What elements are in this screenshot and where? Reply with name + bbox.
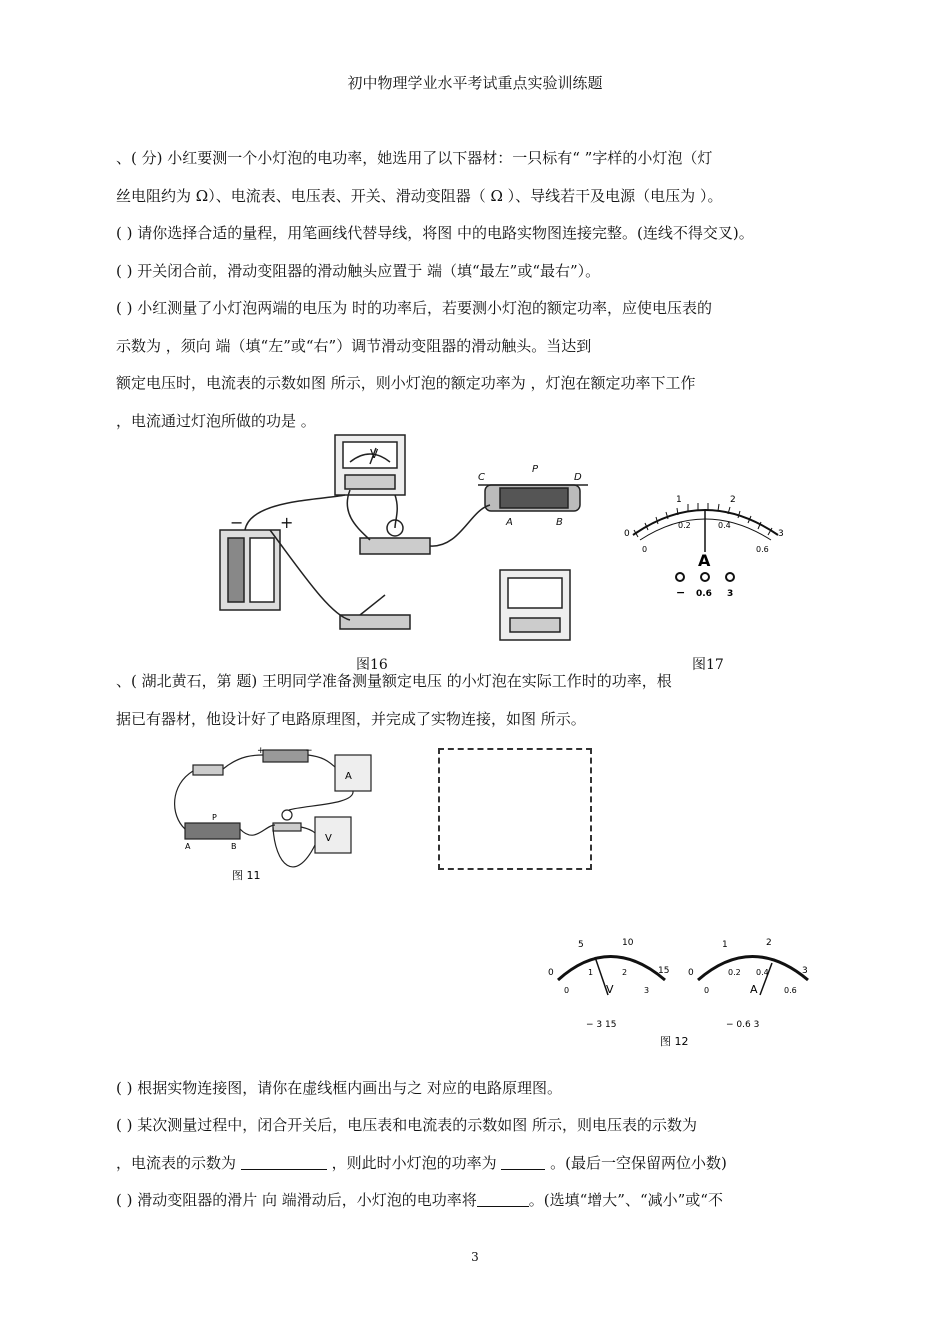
q2-part-2: ( ) 某次测量过程中，闭合开关后，电压表和电流表的示数如图 所示，则电压表的示数为 [116,1116,698,1134]
q1-line-4: ( ) 开关闭合前，滑动变阻器的滑动触头应置于 端（填“最左”或“最右”）。 [116,262,601,280]
figure-11-circuit [165,745,395,885]
ammeter-dial-svg [618,490,793,605]
figure-11-svg [165,745,395,885]
svg-text:C: C [478,472,485,483]
q2-part-4-b: 。(选填“增大”、“减小”或“不 [528,1191,723,1209]
a-bottom-04: 0.4 [756,968,769,977]
q2-part-4-a: ( ) 滑动变阻器的滑片 向 端滑动后，小灯泡的电功率将 [116,1191,477,1209]
power-change-blank[interactable] [477,1192,529,1207]
a-bottom-02: 0.2 [728,968,741,977]
svg-text:−: − [230,513,244,532]
fig17-terminal-minus: − [676,586,686,599]
q2-part-3-b: ，则此时小灯泡的功率为 [331,1154,497,1172]
v-bottom-1: 1 [588,968,594,977]
fig17-bottom-tick-1: 0.2 [678,521,691,530]
svg-text:D: D [574,472,582,483]
svg-text:P: P [212,813,217,822]
fig17-top-tick-2: 2 [730,495,736,505]
q1-line-6: 示数为 ，须向 端（填“左”或“右”）调节滑动变阻器的滑动触头。当达到 [116,337,592,355]
svg-text:A: A [185,842,191,851]
figure-12-label: 图 12 [660,1035,689,1048]
current-reading-blank[interactable] [241,1155,327,1170]
voltmeter-terminals: − 3 15 [586,1020,617,1030]
a-bottom-06: 0.6 [784,986,797,995]
svg-text:−: − [305,746,313,756]
fig17-terminal-06: 0.6 [696,589,712,599]
ammeter-letter: A [750,983,758,996]
fig17-bottom-tick-3: 0.6 [756,545,769,554]
figure-12-svg [540,935,820,1050]
a-top-3: 3 [802,966,808,976]
circuit-diagram-answer-box[interactable] [438,748,592,870]
ammeter-terminals: − 0.6 3 [726,1020,760,1030]
q2-part-3 [116,1152,727,1173]
power-blank[interactable] [501,1155,545,1170]
page-number: 3 [471,1250,479,1264]
page-title: 初中物理学业水平考试重点实验训练题 [347,74,603,92]
v-bottom-0: 0 [564,986,570,995]
fig17-bottom-tick-0: 0 [642,545,648,554]
figure-11-label: 图 11 [232,869,261,882]
a-top-0: 0 [688,968,694,978]
svg-text:P: P [532,464,539,475]
svg-text:+: + [280,513,294,532]
q2-line-1: 、( 湖北黄石，第 题) 王明同学准备测量额定电压 的小灯泡在实际工作时的功率，根 [116,672,672,690]
figure-17-ammeter-dial [618,490,793,605]
fig17-meter-letter: A [698,551,711,570]
svg-text:B: B [556,517,563,528]
q1-line-3: ( ) 请你选择合适的量程，用笔画线代替导线，将图 中的电路实物图连接完整。(连线不得交叉)。 [116,224,754,242]
svg-text:A: A [506,517,513,528]
a-top-1: 1 [722,940,728,950]
q2-line-2: 据已有器材，他设计好了电路原理图，并完成了实物连接，如图 所示。 [116,710,586,728]
q1-line-7: 额定电压时，电流表的示数如图 所示，则小灯泡的额定功率为 ，灯泡在额定功率下工作 [116,374,696,392]
svg-text:+: + [257,746,265,756]
a-top-2: 2 [766,938,772,948]
v-top-10: 10 [622,938,634,948]
circuit-illustration [210,430,600,660]
svg-text:V: V [370,447,379,461]
q2-part-1: ( ) 根据实物连接图，请你在虚线框内画出与之 对应的电路原理图。 [116,1079,563,1097]
fig17-terminal-3: 3 [727,589,734,599]
a-bottom-0: 0 [704,986,710,995]
q2-part-3-c: 。(最后一空保留两位小数) [550,1154,727,1172]
figure-12-meters [540,935,820,1050]
voltmeter-letter: V [606,983,614,996]
v-top-0: 0 [548,968,554,978]
q2-part-3-a: ，电流表的示数为 [116,1154,237,1172]
figure-17-label: 图17 [692,657,724,673]
q2-part-4 [116,1189,723,1210]
svg-text:B: B [231,842,237,851]
q1-line-8: ，电流通过灯泡所做的功是 。 [116,412,316,430]
v-bottom-2: 2 [622,968,628,977]
q1-line-1: 、( 分) 小红要测一个小灯泡的电功率，她选用了以下器材：一只标有“ ”字样的小灯泡（灯 [116,149,713,167]
fig17-bottom-tick-2: 0.4 [718,521,731,530]
fig17-top-tick-0: 0 [624,529,630,539]
fig17-top-tick-3: 3 [778,529,784,539]
fig17-top-tick-1: 1 [676,495,682,505]
figure-16-circuit [210,430,600,660]
q1-line-5: ( ) 小红测量了小灯泡两端的电压为 时的功率后，若要测小灯泡的额定功率，应使电压表的 [116,299,713,317]
v-bottom-3: 3 [644,986,650,995]
q1-line-2: 丝电阻约为 Ω）、电流表、电压表、开关、滑动变阻器（ Ω ）、导线若干及电源（电压为 ）。 [116,187,723,205]
figure-16-label: 图16 [356,657,388,673]
v-top-5: 5 [578,940,584,950]
svg-text:A: A [345,771,352,782]
svg-text:V: V [325,833,332,844]
v-top-15: 15 [658,966,670,976]
